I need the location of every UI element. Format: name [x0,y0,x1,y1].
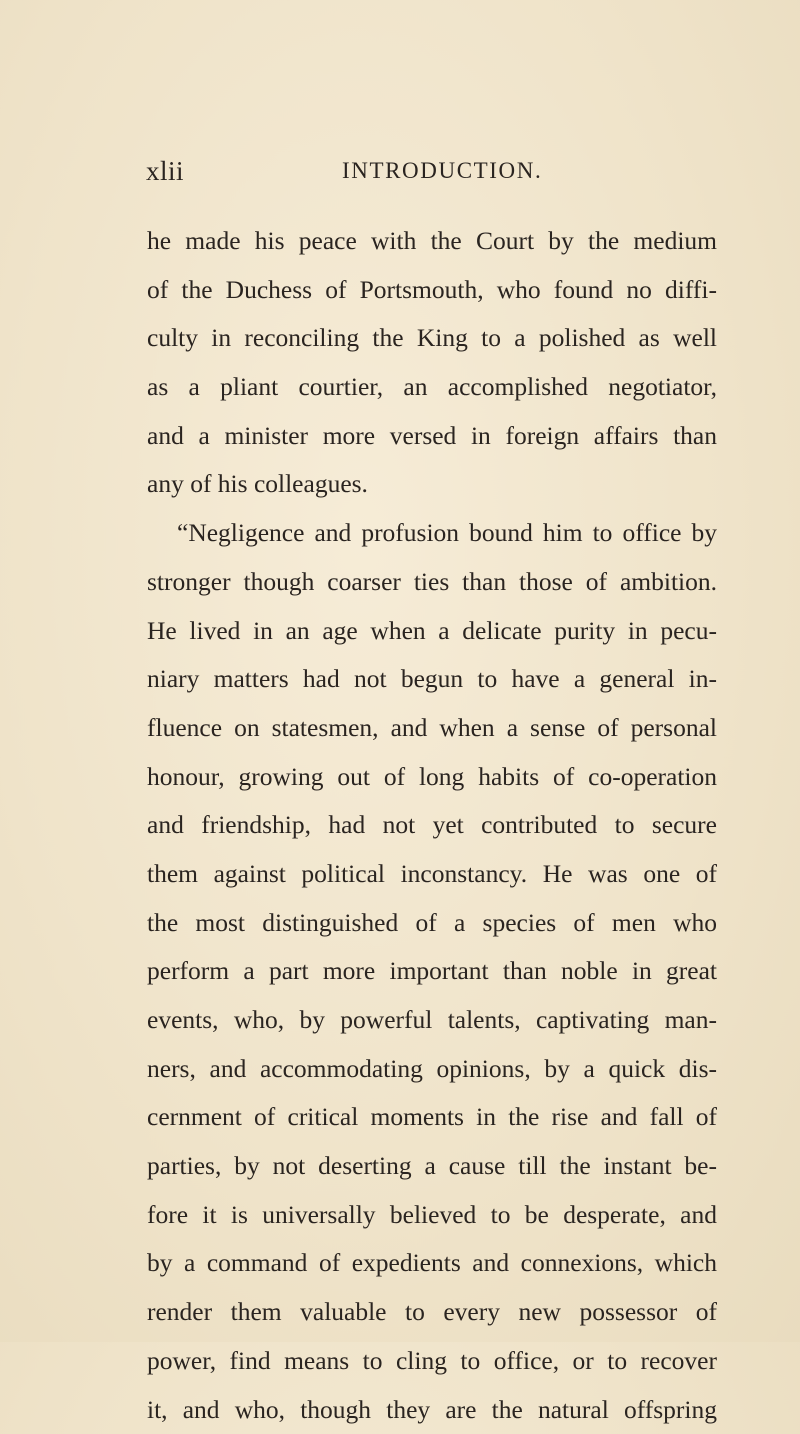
text-line: honour, growing out of long habits of co-operation [147,753,717,802]
text-line: perform a part more important than noble in great [147,947,717,996]
running-head: INTRODUCTION. [342,158,542,184]
text-line: cernment of critical moments in the rise and fall of [147,1093,717,1142]
page-number: xlii [146,156,184,187]
text-line: fluence on statesmen, and when a sense of personal [147,704,717,753]
text-line: by a command of expedients and connexions, which [147,1239,717,1288]
text-line: power, find means to cling to office, or to recover [147,1337,717,1386]
text-line: he made his peace with the Court by the medium [147,217,717,266]
text-line: culty in reconciling the King to a polished as well [147,314,717,363]
text-line: “Negligence and profusion bound him to office by [147,509,717,558]
text-line: and friendship, had not yet contributed to secure [147,801,717,850]
text-line: He lived in an age when a delicate purity in pecu- [147,607,717,656]
text-line: and a minister more versed in foreign affairs than [147,412,717,461]
text-line: ners, and accommodating opinions, by a quick dis- [147,1045,717,1094]
text-line: it, and who, though they are the natural offspring [147,1386,717,1434]
text-line: them against political inconstancy. He was one of [147,850,717,899]
text-line: of the Duchess of Portsmouth, who found no diffi- [147,266,717,315]
page-header [0,156,800,196]
body-text [147,217,717,1434]
text-line: events, who, by powerful talents, captivating man- [147,996,717,1045]
text-line: parties, by not deserting a cause till the instant be- [147,1142,717,1191]
text-line: the most distinguished of a species of men who [147,899,717,948]
text-line: niary matters had not begun to have a general in- [147,655,717,704]
text-line: render them valuable to every new possessor of [147,1288,717,1337]
text-line: as a pliant courtier, an accomplished negotiator, [147,363,717,412]
text-line: any of his colleagues. [147,460,717,509]
text-line: fore it is universally believed to be desperate, and [147,1191,717,1240]
text-line: stronger though coarser ties than those of ambition. [147,558,717,607]
